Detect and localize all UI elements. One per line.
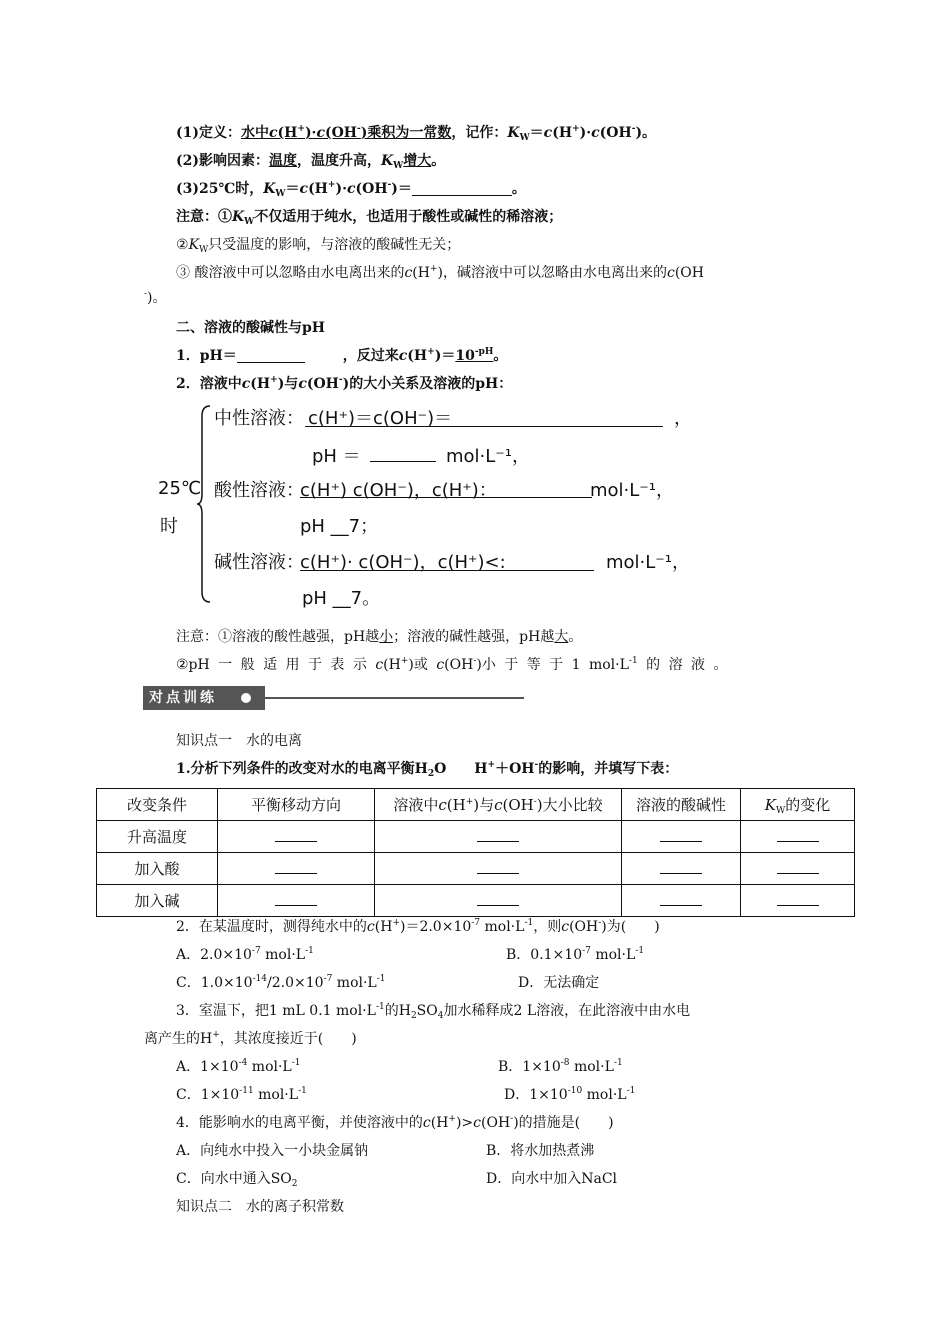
note-3: ③ 酸溶液中可以忽略由水电离出来的c(H+)，碱溶液中可以忽略由水电离出来的c(OH	[176, 264, 704, 281]
row-label: 升高温度	[97, 821, 218, 853]
row-label: 加入碱	[97, 885, 218, 917]
table-cell[interactable]	[741, 821, 855, 853]
note-1: 注意：$①K_W$不仅适用于纯水，也适用于酸性或碱性的稀溶液；	[176, 209, 563, 227]
table-row	[97, 853, 855, 885]
table-cell[interactable]	[218, 885, 375, 917]
comma: ，	[674, 408, 692, 429]
practice-banner: 对点训练	[143, 686, 265, 710]
option-d[interactable]: D．向水中加入NaCl	[486, 1171, 618, 1187]
option-c[interactable]: C．向水中通入$SO_2$	[176, 1171, 298, 1189]
question-3-cont: 离产生的H+，其浓度接近于( )	[144, 1030, 357, 1047]
table-cell[interactable]	[741, 853, 855, 885]
table-cell[interactable]	[375, 885, 622, 917]
answer-blank[interactable]	[412, 181, 512, 196]
table-cell[interactable]	[218, 821, 375, 853]
base-ph: pH __7。	[302, 588, 381, 609]
question-1: 1.分析下列条件的改变对水的电离平衡$H_2O$ H+＋OH-的影响，并填写下表：	[176, 760, 679, 779]
table-header: $K_W$的变化	[741, 789, 855, 821]
note-2: $②K_W$只受温度的影响，与溶液的酸碱性无关；	[176, 237, 461, 255]
option-b[interactable]: B．$1\times 10^{-8}$ $mol\cdot L^{-1}$	[498, 1058, 623, 1075]
question-4: 4．能影响水的电离平衡，并使溶液中的c(H+)>c(OH-)的措施是( )	[176, 1114, 614, 1131]
ph-definition: 1．pH＝ ，反过来$c(H^+)=10^{-pH}$。	[176, 347, 508, 364]
row-label: 加入酸	[97, 853, 218, 885]
ph-eq: pH ＝	[312, 446, 361, 467]
note-ph-2: ②pH 一 般 适 用 于 表 示 c(H+)或 c(OH-)小 于 等 于 1 $mol\cdot L^{-1}$ 的 溶 液 。	[176, 656, 728, 673]
option-b[interactable]: B．将水加热煮沸	[486, 1143, 595, 1159]
question-2: 2．在某温度时，测得纯水中的$c(H^+)=2.0\times 10^{-7}$ $mol\cdot L^{-1}$，则c(OH-)为( )	[176, 918, 660, 935]
section2-heading: 二、溶液的酸碱性与pH	[176, 320, 326, 336]
temp-label-2: 时	[160, 516, 178, 537]
option-d[interactable]: D．$1\times 10^{-10}$ $mol\cdot L^{-1}$	[504, 1086, 636, 1103]
option-a[interactable]: A．$2.0\times 10^{-7}$ $mol\cdot L^{-1}$	[176, 946, 314, 963]
table-header: 溶液中c(H+)与c(OH-)大小比较	[375, 789, 622, 821]
acid-blank[interactable]	[300, 497, 592, 498]
note-3-cont: -)。	[144, 289, 167, 306]
unit-2: mol·L⁻¹，	[590, 480, 675, 501]
answer-blank[interactable]	[237, 348, 305, 363]
acid-expr: c(H⁺) c(OH⁻)，c(H⁺)：	[300, 480, 497, 501]
knowledge-point-2: 知识点二 水的离子积常数	[176, 1199, 344, 1215]
option-d[interactable]: D．无法确定	[518, 975, 600, 991]
table-cell[interactable]	[622, 853, 741, 885]
acid-label: 酸性溶液：	[214, 480, 304, 501]
base-expr: c(H⁺)· c(OH⁻)，c(H⁺)<:	[300, 552, 506, 573]
kw-definition: (1)定义：水中c(H+)·c(OH-)乘积为一常数，记作：$K_W=c(H^+)\cdot c(OH^-)$。	[176, 124, 657, 143]
question-3: 3．室温下，把1 mL 0.1 $mol\cdot L^{-1}$的$H_2SO_4$加水稀释成2 L溶液，在此溶液中由水电	[176, 1002, 691, 1021]
base-label: 碱性溶液：	[214, 552, 304, 573]
neutral-ph-blank[interactable]	[370, 461, 436, 462]
unit-3: mol·L⁻¹，	[606, 552, 691, 573]
note-ph-1: 注意：①溶液的酸性越强，pH越小；溶液的碱性越强，pH越大。	[176, 629, 583, 645]
table-cell[interactable]	[218, 853, 375, 885]
table-row	[97, 821, 855, 853]
kw-25c: (3)25℃时，$K_W=c(H^+)\cdot c(OH^-)=$ 。	[176, 180, 526, 199]
table-header: 改变条件	[97, 789, 218, 821]
table-cell[interactable]	[741, 885, 855, 917]
table-row	[97, 885, 855, 917]
curly-brace	[196, 404, 214, 604]
neutral-expr: c(H⁺)＝c(OH⁻)＝	[308, 408, 453, 429]
banner-dot-icon	[241, 693, 251, 703]
neutral-blank[interactable]	[305, 426, 663, 427]
kw-factors: (2)影响因素：温度，温度升高，$K_W$增大。	[176, 153, 446, 171]
neutral-label: 中性溶液：	[214, 408, 304, 429]
option-c[interactable]: C．$1.0\times 10^{-14}/2.0\times 10^{-7}$ $mol\cdot L^{-1}$	[176, 974, 386, 991]
base-blank[interactable]	[300, 570, 594, 571]
acid-ph: pH __7；	[300, 516, 379, 537]
table-header: 溶液的酸碱性	[622, 789, 741, 821]
table-cell[interactable]	[375, 853, 622, 885]
option-b[interactable]: B．$0.1\times 10^{-7}$ $mol\cdot L^{-1}$	[506, 946, 645, 963]
table-cell[interactable]	[375, 821, 622, 853]
table-cell[interactable]	[622, 885, 741, 917]
option-c[interactable]: C．$1\times 10^{-11}$ $mol\cdot L^{-1}$	[176, 1086, 307, 1103]
table-cell[interactable]	[622, 821, 741, 853]
table-header: 平衡移动方向	[218, 789, 375, 821]
knowledge-point-1: 知识点一 水的电离	[176, 733, 302, 749]
ph-relation-title: 2．溶液中c(H+)与c(OH-)的大小关系及溶液的pH：	[176, 375, 513, 392]
option-a[interactable]: A．$1\times 10^{-4}$ $mol\cdot L^{-1}$	[176, 1058, 301, 1075]
banner-divider	[262, 697, 524, 699]
option-a[interactable]: A．向纯水中投入一小块金属钠	[176, 1143, 369, 1159]
effect-table	[96, 788, 855, 917]
unit-1: mol·L⁻¹，	[446, 446, 531, 467]
temp-label: 25℃	[158, 478, 202, 499]
